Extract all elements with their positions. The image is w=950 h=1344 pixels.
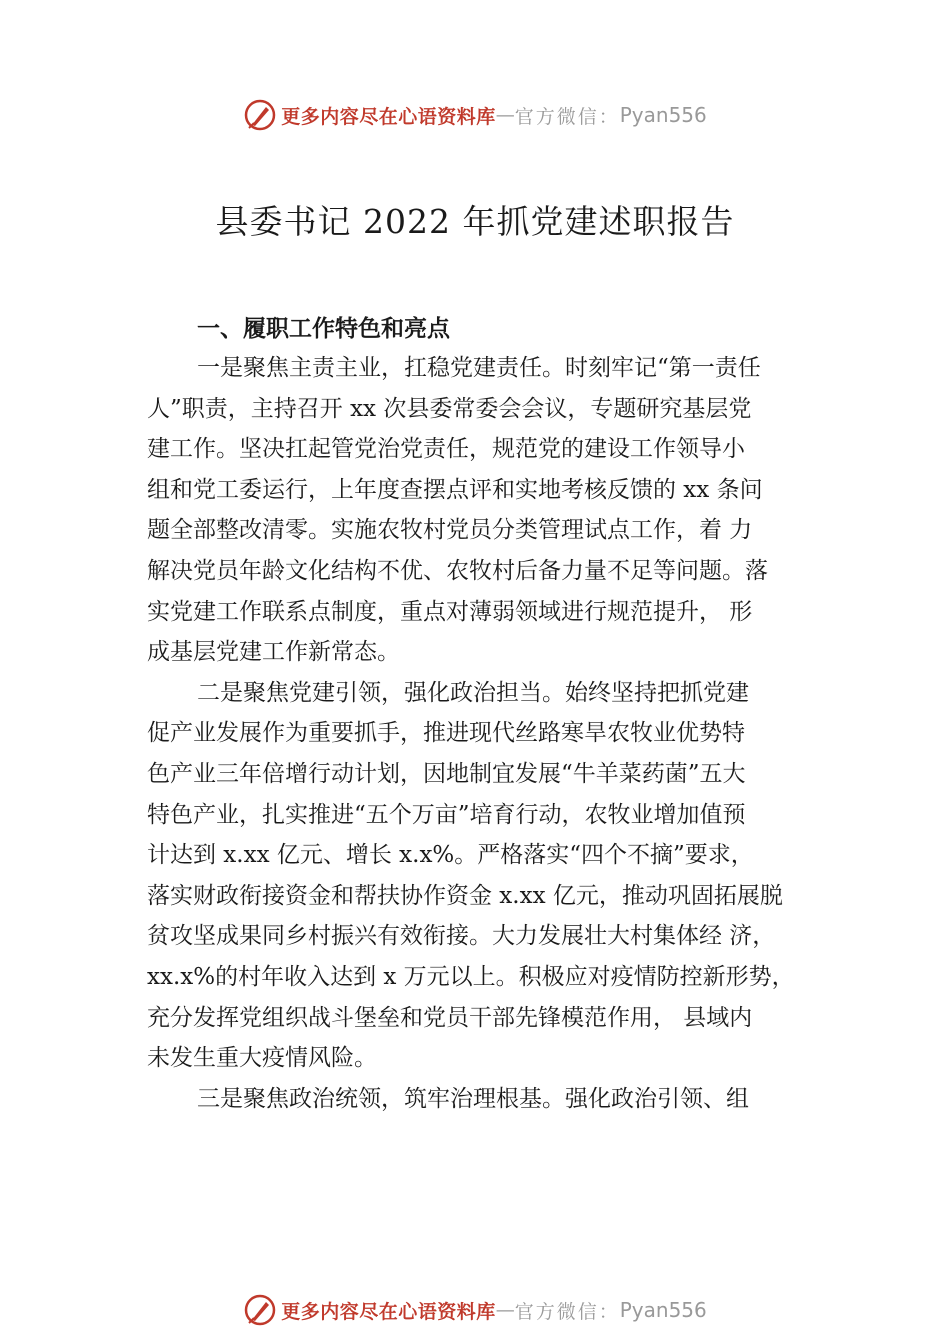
paragraph-line: 促产业发展作为重要抓手，推进现代丝路寒旱农牧业优势特 xyxy=(147,720,745,747)
watermark-separator: — xyxy=(495,1299,515,1321)
paragraph-line: xx.x%的村年收入达到 x 万元以上。积极应对疫情防控新形势， xyxy=(147,963,795,990)
paragraph-line: 计达到 x.xx 亿元、增长 x.x%。严格落实“四个不摘”要求， xyxy=(147,842,754,869)
document-body xyxy=(147,348,837,1119)
paragraph-line: 色产业三年倍增行动计划，因地制宜发展“牛羊菜药菌”五大 xyxy=(147,760,746,787)
section-heading: 一、履职工作特色和亮点 xyxy=(197,316,450,342)
paragraph-line: 实党建工作联系点制度，重点对薄弱领域进行规范提升， 形 xyxy=(147,598,753,625)
document-title: 县委书记 2022 年抓党建述职报告 xyxy=(215,202,735,241)
paragraph-line: 三是聚焦政治统领，筑牢治理根基。强化政治引领、组 xyxy=(197,1085,749,1112)
quill-logo-icon xyxy=(243,98,277,132)
watermark-library-text: 更多内容尽在心语资料库 xyxy=(281,105,496,128)
paragraph-line: 建工作。坚决扛起管党治党责任，规范党的建设工作领导小 xyxy=(147,436,745,463)
paragraph-line: 一是聚焦主责主业，扛稳党建责任。时刻牢记“第一责任 xyxy=(197,355,761,381)
paragraph-line: 特色产业，扎实推进“五个万亩”培育行动，农牧业增加值预 xyxy=(147,801,746,828)
watermark-library-text: 更多内容尽在心语资料库 xyxy=(281,1300,496,1323)
paragraph-line: 人”职责，主持召开 xx 次县委常委会会议，专题研究基层党 xyxy=(147,395,752,422)
paragraph-line: 题全部整改清零。实施农牧村党员分类管理试点工作，着 力 xyxy=(147,517,753,544)
paragraph-line: 解决党员年龄文化结构不优、农牧村后备力量不足等问题。落 xyxy=(147,557,768,584)
paragraph-line: 组和党工委运行，上年度查摆点评和实地考核反馈的 xx 条问 xyxy=(147,476,763,503)
watermark-separator: — xyxy=(495,104,515,126)
watermark-official-text: 官方微信： xyxy=(514,105,620,128)
paragraph-line: 成基层党建工作新常态。 xyxy=(147,639,400,666)
watermark-wechat-id: Pyan556 xyxy=(619,103,707,127)
paragraph-line: 充分发挥党组织战斗堡垒和党员干部先锋模范作用， 县域内 xyxy=(147,1004,753,1031)
paragraph-line: 二是聚焦党建引领，强化政治担当。始终坚持把抓党建 xyxy=(197,679,749,706)
paragraph-line: 落实财政衔接资金和帮扶协作资金 x.xx 亿元，推动巩固拓展脱 xyxy=(147,882,783,909)
footer-watermark xyxy=(0,1290,950,1330)
quill-logo-icon xyxy=(243,1293,277,1327)
paragraph-line: 未发生重大疫情风险。 xyxy=(147,1045,377,1072)
header-watermark xyxy=(0,95,950,135)
watermark-wechat-id: Pyan556 xyxy=(619,1298,707,1322)
watermark-official-text: 官方微信： xyxy=(514,1300,620,1323)
paragraph-line: 贫攻坚成果同乡村振兴有效衔接。大力发展壮大村集体经 济， xyxy=(147,923,776,950)
